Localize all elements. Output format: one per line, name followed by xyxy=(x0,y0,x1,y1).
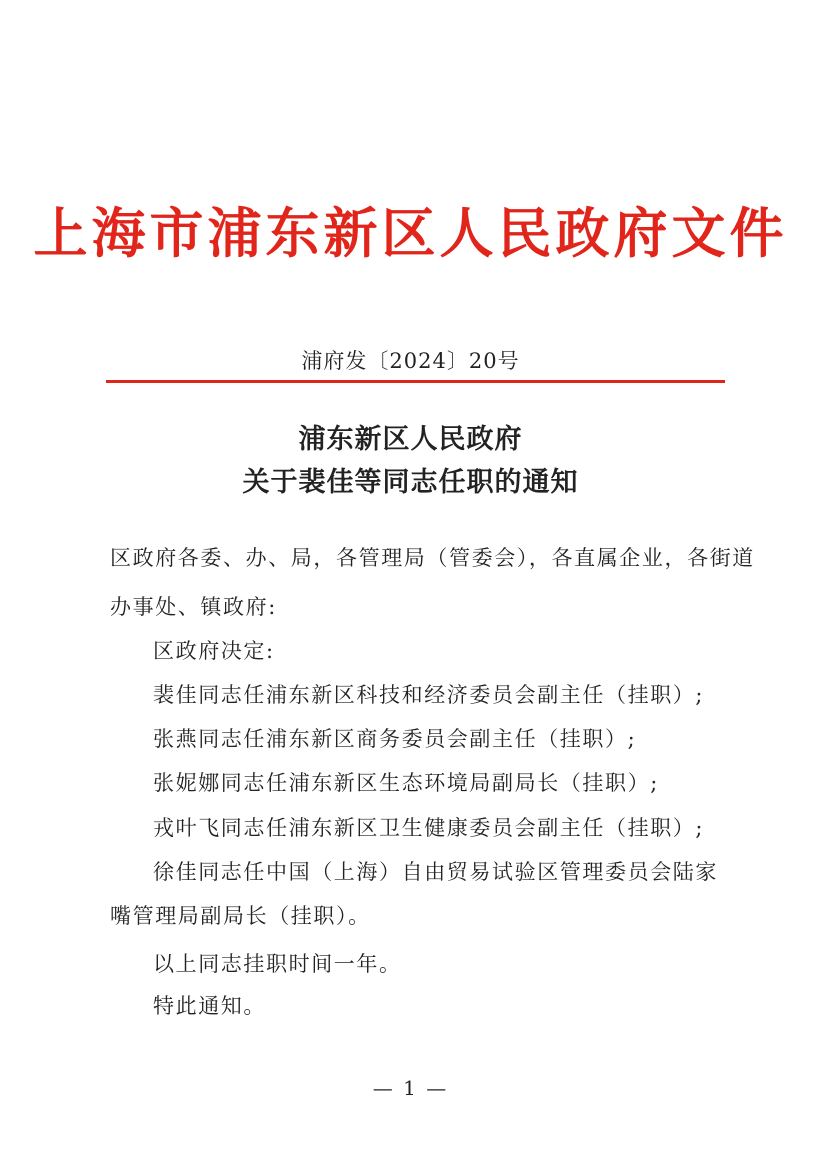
document-header-title: 上海市浦东新区人民政府文件 xyxy=(33,201,788,265)
recipients-line2: 办事处、镇政府: xyxy=(110,595,277,619)
appointment-1: 裴佳同志任浦东新区科技和经济委员会副主任（挂职）; xyxy=(153,683,705,707)
notice-title-line2: 关于裴佳等同志任职的通知 xyxy=(242,467,579,498)
duration-statement: 以上同志挂职时间一年。 xyxy=(153,952,402,976)
appointment-2: 张燕同志任浦东新区商务委员会副主任（挂职）; xyxy=(153,727,637,751)
recipients-line1: 区政府各委、办、局，各管理局（管委会），各直属企业，各街道 xyxy=(110,546,755,570)
notice-title-line1: 浦东新区人民政府 xyxy=(298,424,523,455)
appointment-5-line2: 嘴管理局副局长（挂职）。 xyxy=(110,904,371,928)
appointment-5-line1: 徐佳同志任中国（上海）自由贸易试验区管理委员会陆家 xyxy=(153,860,718,884)
red-divider xyxy=(106,380,725,383)
closing-statement: 特此通知。 xyxy=(153,994,266,1018)
appointment-4: 戎叶飞同志任浦东新区卫生健康委员会副主任（挂职）; xyxy=(153,816,705,840)
page-number: — 1 — xyxy=(372,1076,449,1100)
decision-intro: 区政府决定: xyxy=(153,639,275,663)
appointment-3: 张妮娜同志任浦东新区生态环境局副局长（挂职）; xyxy=(153,771,659,795)
document-number: 浦府发〔2024〕20号 xyxy=(301,349,520,373)
